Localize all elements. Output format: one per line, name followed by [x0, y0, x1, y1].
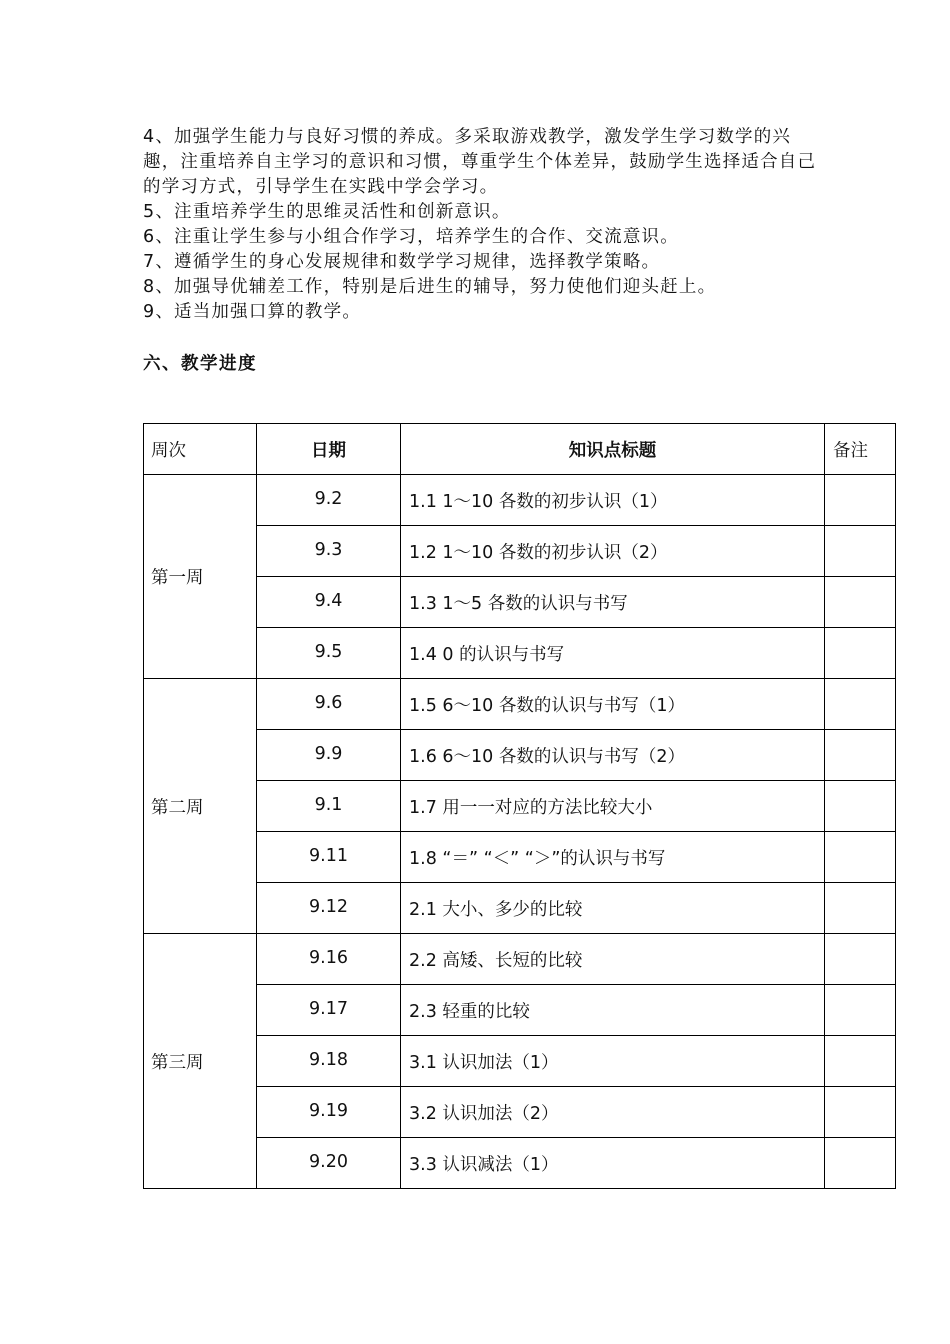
title-cell: 3.2 认识加法（2）: [401, 1087, 825, 1138]
date-cell: 9.11: [257, 832, 401, 883]
note-cell: [825, 577, 896, 628]
table-row: [144, 1138, 896, 1189]
date-cell: 9.9: [257, 730, 401, 781]
note-cell: [825, 832, 896, 883]
title-cell: 2.2 高矮、长短的比较: [401, 934, 825, 985]
title-cell: 3.1 认识加法（1）: [401, 1036, 825, 1087]
note-cell: [825, 985, 896, 1036]
title-cell: 1.7 用一一对应的方法比较大小: [401, 781, 825, 832]
note-cell: [825, 526, 896, 577]
intro-text: [143, 125, 823, 325]
note-cell: [825, 628, 896, 679]
note-cell: [825, 1138, 896, 1189]
title-cell: 2.1 大小、多少的比较: [401, 883, 825, 934]
header-note: 备注: [825, 424, 896, 475]
date-cell: 9.2: [257, 475, 401, 526]
date-cell: 9.4: [257, 577, 401, 628]
table-row: [144, 781, 896, 832]
title-cell: 1.4 0 的认识与书写: [401, 628, 825, 679]
table-row: [144, 577, 896, 628]
table-row: [144, 1036, 896, 1087]
week-label: 第二周: [144, 679, 257, 934]
paragraph-7: 7、遵循学生的身心发展规律和数学学习规律，选择教学策略。: [143, 252, 661, 272]
title-cell: 1.5 6～10 各数的认识与书写（1）: [401, 679, 825, 730]
date-cell: 9.16: [257, 934, 401, 985]
table-row: [144, 628, 896, 679]
title-cell: 1.2 1～10 各数的初步认识（2）: [401, 526, 825, 577]
note-cell: [825, 730, 896, 781]
schedule-table: [143, 423, 896, 1189]
paragraph-4: 4、加强学生能力与良好习惯的养成。多采取游戏教学，激发学生学习数学的兴趣，注重培养自主学习的意识和习惯，尊重学生个体差异，鼓励学生选择适合自己的学习方式，引导学生在实践中学会学习。: [143, 127, 817, 197]
note-cell: [825, 1036, 896, 1087]
table-row: [144, 730, 896, 781]
date-cell: 9.5: [257, 628, 401, 679]
date-cell: 9.18: [257, 1036, 401, 1087]
title-cell: 2.3 轻重的比较: [401, 985, 825, 1036]
note-cell: [825, 1087, 896, 1138]
note-cell: [825, 475, 896, 526]
table-row: [144, 883, 896, 934]
header-title: 知识点标题: [401, 424, 825, 475]
title-cell: 1.1 1～10 各数的初步认识（1）: [401, 475, 825, 526]
week-label: 第一周: [144, 475, 257, 679]
title-cell: 1.8 “＝” “＜” “＞”的认识与书写: [401, 832, 825, 883]
date-cell: 9.17: [257, 985, 401, 1036]
date-cell: 9.19: [257, 1087, 401, 1138]
header-week: 周次: [144, 424, 257, 475]
title-cell: 1.3 1～5 各数的认识与书写: [401, 577, 825, 628]
table-row: [144, 832, 896, 883]
table-row: [144, 934, 896, 985]
note-cell: [825, 781, 896, 832]
note-cell: [825, 934, 896, 985]
paragraph-9: 9、适当加强口算的教学。: [143, 302, 362, 322]
header-date: 日期: [257, 424, 401, 475]
section-heading: 六、教学进度: [143, 354, 257, 374]
title-cell: 3.3 认识减法（1）: [401, 1138, 825, 1189]
date-cell: 9.20: [257, 1138, 401, 1189]
note-cell: [825, 883, 896, 934]
table-row: [144, 526, 896, 577]
paragraph-5: 5、注重培养学生的思维灵活性和创新意识。: [143, 202, 511, 222]
date-cell: 9.1: [257, 781, 401, 832]
title-cell: 1.6 6～10 各数的认识与书写（2）: [401, 730, 825, 781]
table-row: [144, 475, 896, 526]
table-row: [144, 985, 896, 1036]
paragraph-8: 8、加强导优辅差工作，特别是后进生的辅导，努力使他们迎头赶上。: [143, 277, 717, 297]
date-cell: 9.6: [257, 679, 401, 730]
table-row: [144, 1087, 896, 1138]
note-cell: [825, 679, 896, 730]
week-label: 第三周: [144, 934, 257, 1189]
date-cell: 9.3: [257, 526, 401, 577]
table-header-row: [144, 424, 896, 475]
paragraph-6: 6、注重让学生参与小组合作学习，培养学生的合作、交流意识。: [143, 227, 679, 247]
date-cell: 9.12: [257, 883, 401, 934]
table-row: [144, 679, 896, 730]
